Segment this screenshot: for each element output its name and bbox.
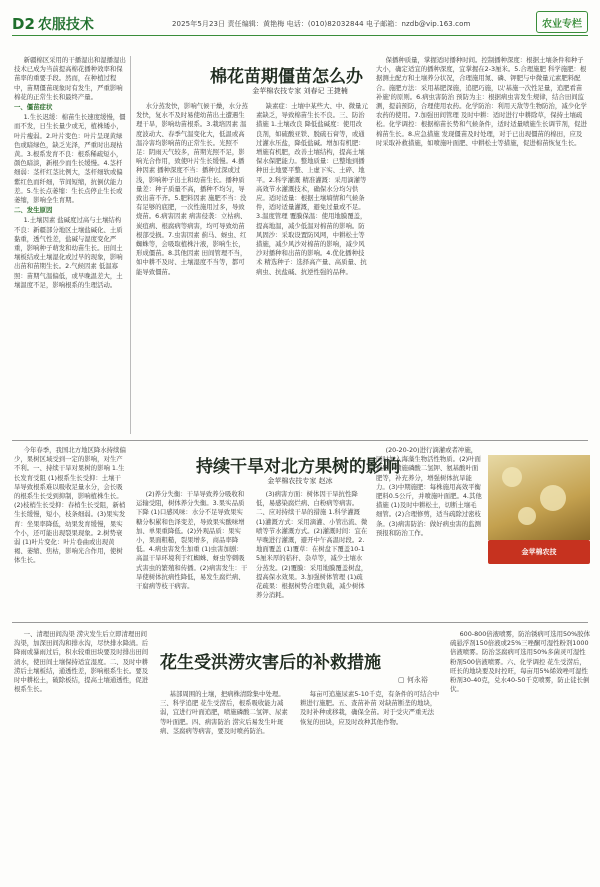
section-label [12,14,94,34]
page-header [12,10,588,36]
article2-photo [488,455,590,540]
article3-column-2 [160,690,290,880]
article3-col3-text: 每亩可追施尿素5-10千克，有条件的可结合中耕进行施肥。五、查苗补苗 对缺苗断垄的地块，及时补种或移栽，确保全苗。对于受灾严重无法恢复的田块，应及时改种其他作物。 [300,690,440,726]
article2-col2-text: (2)养分失衡：干旱导致养分吸收和运输受阻，树体养分失衡。3.果实品质下降 (1)口感风味：水分不足导致果实糖分积累和色泽变差，导致果实酸味增加、单果重降低。(2)外观品质：果实小，果面粗糙，裂果增多，商品率降低。4.病虫害发生加重 (1)虫害加剧：高温干旱环境利于红蜘蛛、蚜虫等刺吸式害虫的繁殖和传播。(2)病害发生：干旱使树体抗病性降低，易发生腐烂病、干腐病等枝干病害。 [136,490,248,591]
article1-heading-2: 二、发生原因 [14,206,53,215]
article1-column-2 [136,102,248,434]
article3-column-4 [450,630,590,880]
article2-column-3 [256,490,368,616]
article1-causes: 1.土壤因素 盐碱度过高与土壤结构不良：新疆部分地区土壤盐碱化、土质黏重，透气性差，盐碱与湿度变化严重，影响种子萌发和幼苗生长。田间土壤板结或土壤湿化或过早的现象，影响出苗和苗期生长。2.气候因素 低温寡照：苗期气温偏低，或早晚温差大，土壤温度不足，影响根系的生理活动。 [14,216,123,289]
article1-column-3 [256,102,368,434]
article2-column-4 [376,446,482,616]
article3-column-3 [300,690,440,880]
article2-col3-text: (3)病害方面：树体因干旱抗性降低，易感染腐烂病、白粉病等病害。二、应对持续干旱的措施 1.科学灌溉 (1)灌溉方式：采用滴灌、小管出流、微喷等节水灌溉方式。(2)灌溉时间：宜在早晚进行灌溉，避开中午高温时段。2.地面覆盖 (1)覆草：在树盘下覆盖10-15厘米厚的秸秆、杂草等，减少土壤水分蒸发。(2)覆膜：采用地膜覆盖树盘，提高保水效果。3.加强树体管理 (1)疏花疏果：根据树势合理负载，减少树体养分消耗。 [256,490,368,600]
article3-column-1 [14,630,150,880]
article1-col3-text: 缺素症：土壤中某些大、中、微量元素缺乏，导致棉苗生长不良。三、防治措施 1.土壤改良 降低盐碱度：使用改良剂，如硫酸亚铁、脱硫石膏等，或通过灌水压盐，降低盐碱。增加有机肥：增施有机肥，改善土壤结构，提高土壤保水保肥能力。整地质量：已整地到播种田土地要平整、上虚下实、土碎、地平。2.科学灌溉 精准灌溉：采用滴灌等高效节水灌溉技术，确保水分均匀供应。适时适量：根据土壤墒情和气候条件，适时适量灌溉，避免过量或不足。3.温度管理 覆膜保温：使用地膜覆盖，提高地温，减少低温对棉苗的影响。防风固沙：采取设置防风网，中耕松土等措施，减少风沙对棉苗的影响，减少风沙对播种和出苗的影响。4.优化播种技术 精选种子：选择高产量、高质量、抗病虫、抗盐碱、抗逆性强的品种。 [256,102,368,276]
article1-col2-text: 水分蒸发快，影响气候干燥，水分蒸发快，复水不及时易使幼苗出土遭遇生理干旱，影响幼苗根系。3.栽培因素 温度波动大、春季气温变化大，低温或高温冷害均影响苗的正常生长。光照不足：阴雨天气较多，苗期光照不足，影响光合作用，致使叶片生长缓慢。4.播种因素 播种深度不当：播种过深或过浅，影响种子出土和幼苗生长。播种质量差：种子质量不高，播种不均匀，导致出苗不齐。5.肥料因素 施肥不当：没有足够的底肥，一次性施用过多，导致烧苗。6.病害因素 病害侵袭：立枯病、炭疽病、根腐病等病害，均可导致幼苗根部受损。7.虫害因素 蓟马、蚜虫、红蜘蛛等，会吸取植株汁液，影响生长，形成僵苗。8.其他因素 田间管理不当，如中耕不及时、土壤湿度不当等，都可能导致僵苗。 [136,102,248,276]
article1-heading-1: 一、僵苗症状 [14,103,53,112]
article2-byline: 金苹棉农技专家 赵冰 [267,477,333,485]
author-icon: ▢ [398,676,405,684]
article1-column-1 [14,56,126,434]
column-divider [130,56,131,434]
article3-col2-text: 基部周围的土壤，把病株清除集中处理。三、科学追肥 花生受涝后，根系吸收能力减弱，宜进行叶面追肥，喷施磷酸二氢钾、尿素等叶面肥。四、病害防治 涝灾后易发生叶斑病、茎腐病等病害，要及时喷药防治。 [160,690,288,735]
article1-intro: 新疆棉区采用的干播湿出和湿播湿出技术已成为当前提高棉花播种效率和保苗率的重要手段。然而，在种植过程中，苗期僵苗现象时有发生，严重影响棉花的正常生长和最终产量。 [14,56,126,101]
header-logo: 农业专栏 [536,11,588,33]
article1-col4-text: 保播种质量，掌握适时播种时间。控制播种深度：根据土壤条件和种子大小，确定适宜的播种深度，宜掌握在2-3厘米。5.合理施肥 科学施肥：根据测土配方和土壤养分状况，合理施用氮、磷、钾肥与中微量元素肥料配合。施肥方法：采用基肥深施，追肥巧施，以'基施一次性足量，追肥看苗补施'的原则。6.病虫害防治 预防为主：根据病虫害发生规律，结合田间监测，提前预防，合理使用农药。化学防治：利用天敌等生物防治，减少化学农药的使用。7.加强田间管理 及时中耕：适时进行中耕除草，保持土壤疏松。化学调控：根据棉苗长势和气候条件，适时适量喷施生长调节剂，促进棉苗生长。8.应急措施 发现僵苗及时处理，对于已出现僵苗的棉田，应及时采取补救措施，如喷施叶面肥、中耕松土等措施，促进棉苗恢复生长。 [376,56,587,147]
article2-col4-text: (20-20-20)进行滴灌或者冲施，同时加入海藻生物活性物质。(2)叶面追肥：喷施磷酸二氢钾、氨基酸叶面肥等，补充养分，增强树体抗旱能力。(3)中期施肥：每株施用高效平衡肥料0.5公斤，并喷施叶面肥。4.其他措施 (1)及时中耕松土，切断土壤毛细管。(2)合理修剪，适当疏除过密枝条。(3)病害防治：做好病虫害的监测预报和防治工作。 [376,446,482,537]
article3-title: 花生受洪涝灾害后的补救措施 [160,653,381,673]
article2-photo-caption: 金苹棉农技 [488,540,590,564]
article2-column-2 [136,490,248,616]
page-code: D2 [12,15,35,33]
article2-column-1 [14,446,126,616]
article1-title: 棉花苗期僵苗怎么办 [210,67,363,87]
article2-title: 持续干旱对北方果树的影响 [196,457,400,477]
article3-col1-text: 一、清理田间沟渠 涝灾发生后立即清理田间沟渠，加深田间沟和排水沟，尽快排水降渍。后降雨或暴雨过后，积水较重田块要及时排出田间渍水，使田间土壤保持适宜湿度。二、及时中耕 涝后土壤板结，通透性差，影响根系生长。要及时中耕松土，破除板结，提高土壤通透性，促进根系生长。 [14,630,149,694]
section-name: 农服技术 [37,17,94,33]
article1-column-4 [376,56,588,434]
section-divider [12,622,588,623]
article3-col4-text: 600-800倍液喷雾，防治锈病可选用50%胶体硫悬浮剂150倍液或25%三唑酮可湿性粉剂1000倍液喷雾。防治茎腐病可选用50%多菌灵可湿性粉剂500倍液喷雾。六、化学调控 花生受涝后，旺长的地块要及时控旺，每亩用5%烯效唑可湿性粉剂30-40克，兑水40-50千克喷雾，防止徒长倒伏。 [450,630,590,694]
section-divider [12,440,588,441]
article1-byline: 金苹棉农技专家 刘春记 王捷楠 [252,87,348,95]
article2-col1-text: 今年春季，我国北方地区降水持续偏少，果树区域受到一定的影响，对生产不利。一、持续干旱对果树的影响 1.生长发育受阻 (1)根系生长受抑：土壤干旱导致根系难以吸收足量水分，会长吸的根系生长受到抑制，影响植株生长。(2)枝梢生长受抑：春梢生长受阻，新梢生长缓慢，短小，枝条细弱。(3)果实发育：坐果率降低，幼果发育缓慢，果实个小，还可能出现裂果现象。2.树势衰弱 (1)叶片变化：叶片卷曲或出现黄褐、萎缩、焦枯，影响光合作用，使树体生长。 [14,446,126,565]
article3-byline: ▢ 何永裕 [398,676,428,684]
article1-symptoms: 1.生长迟缓：棉苗生长速度缓慢，僵而不发，日生长量少或无，植株矮小，叶片瘦弱。2.叶片变色：叶片呈现黄绿色或暗绿色，缺乏光泽，严重时出现枯黄。3.根系发育不良：根系稀疏短小，颜色暗淡，新根少而生长缓慢。4.茎杆细弱：茎杆红茎比例大，茎杆细软或偏紫红色而纤细，节间短缩，抗倒伏能力差。5.生长点萎缩：生长点停止生长或萎缩，影响全生育期。 [14,113,126,205]
editor-info: 2025年5月23日 责任编辑：黄艳梅 电话：(010)82032844 电子邮箱：nzdb@vip.163.com [172,20,471,28]
